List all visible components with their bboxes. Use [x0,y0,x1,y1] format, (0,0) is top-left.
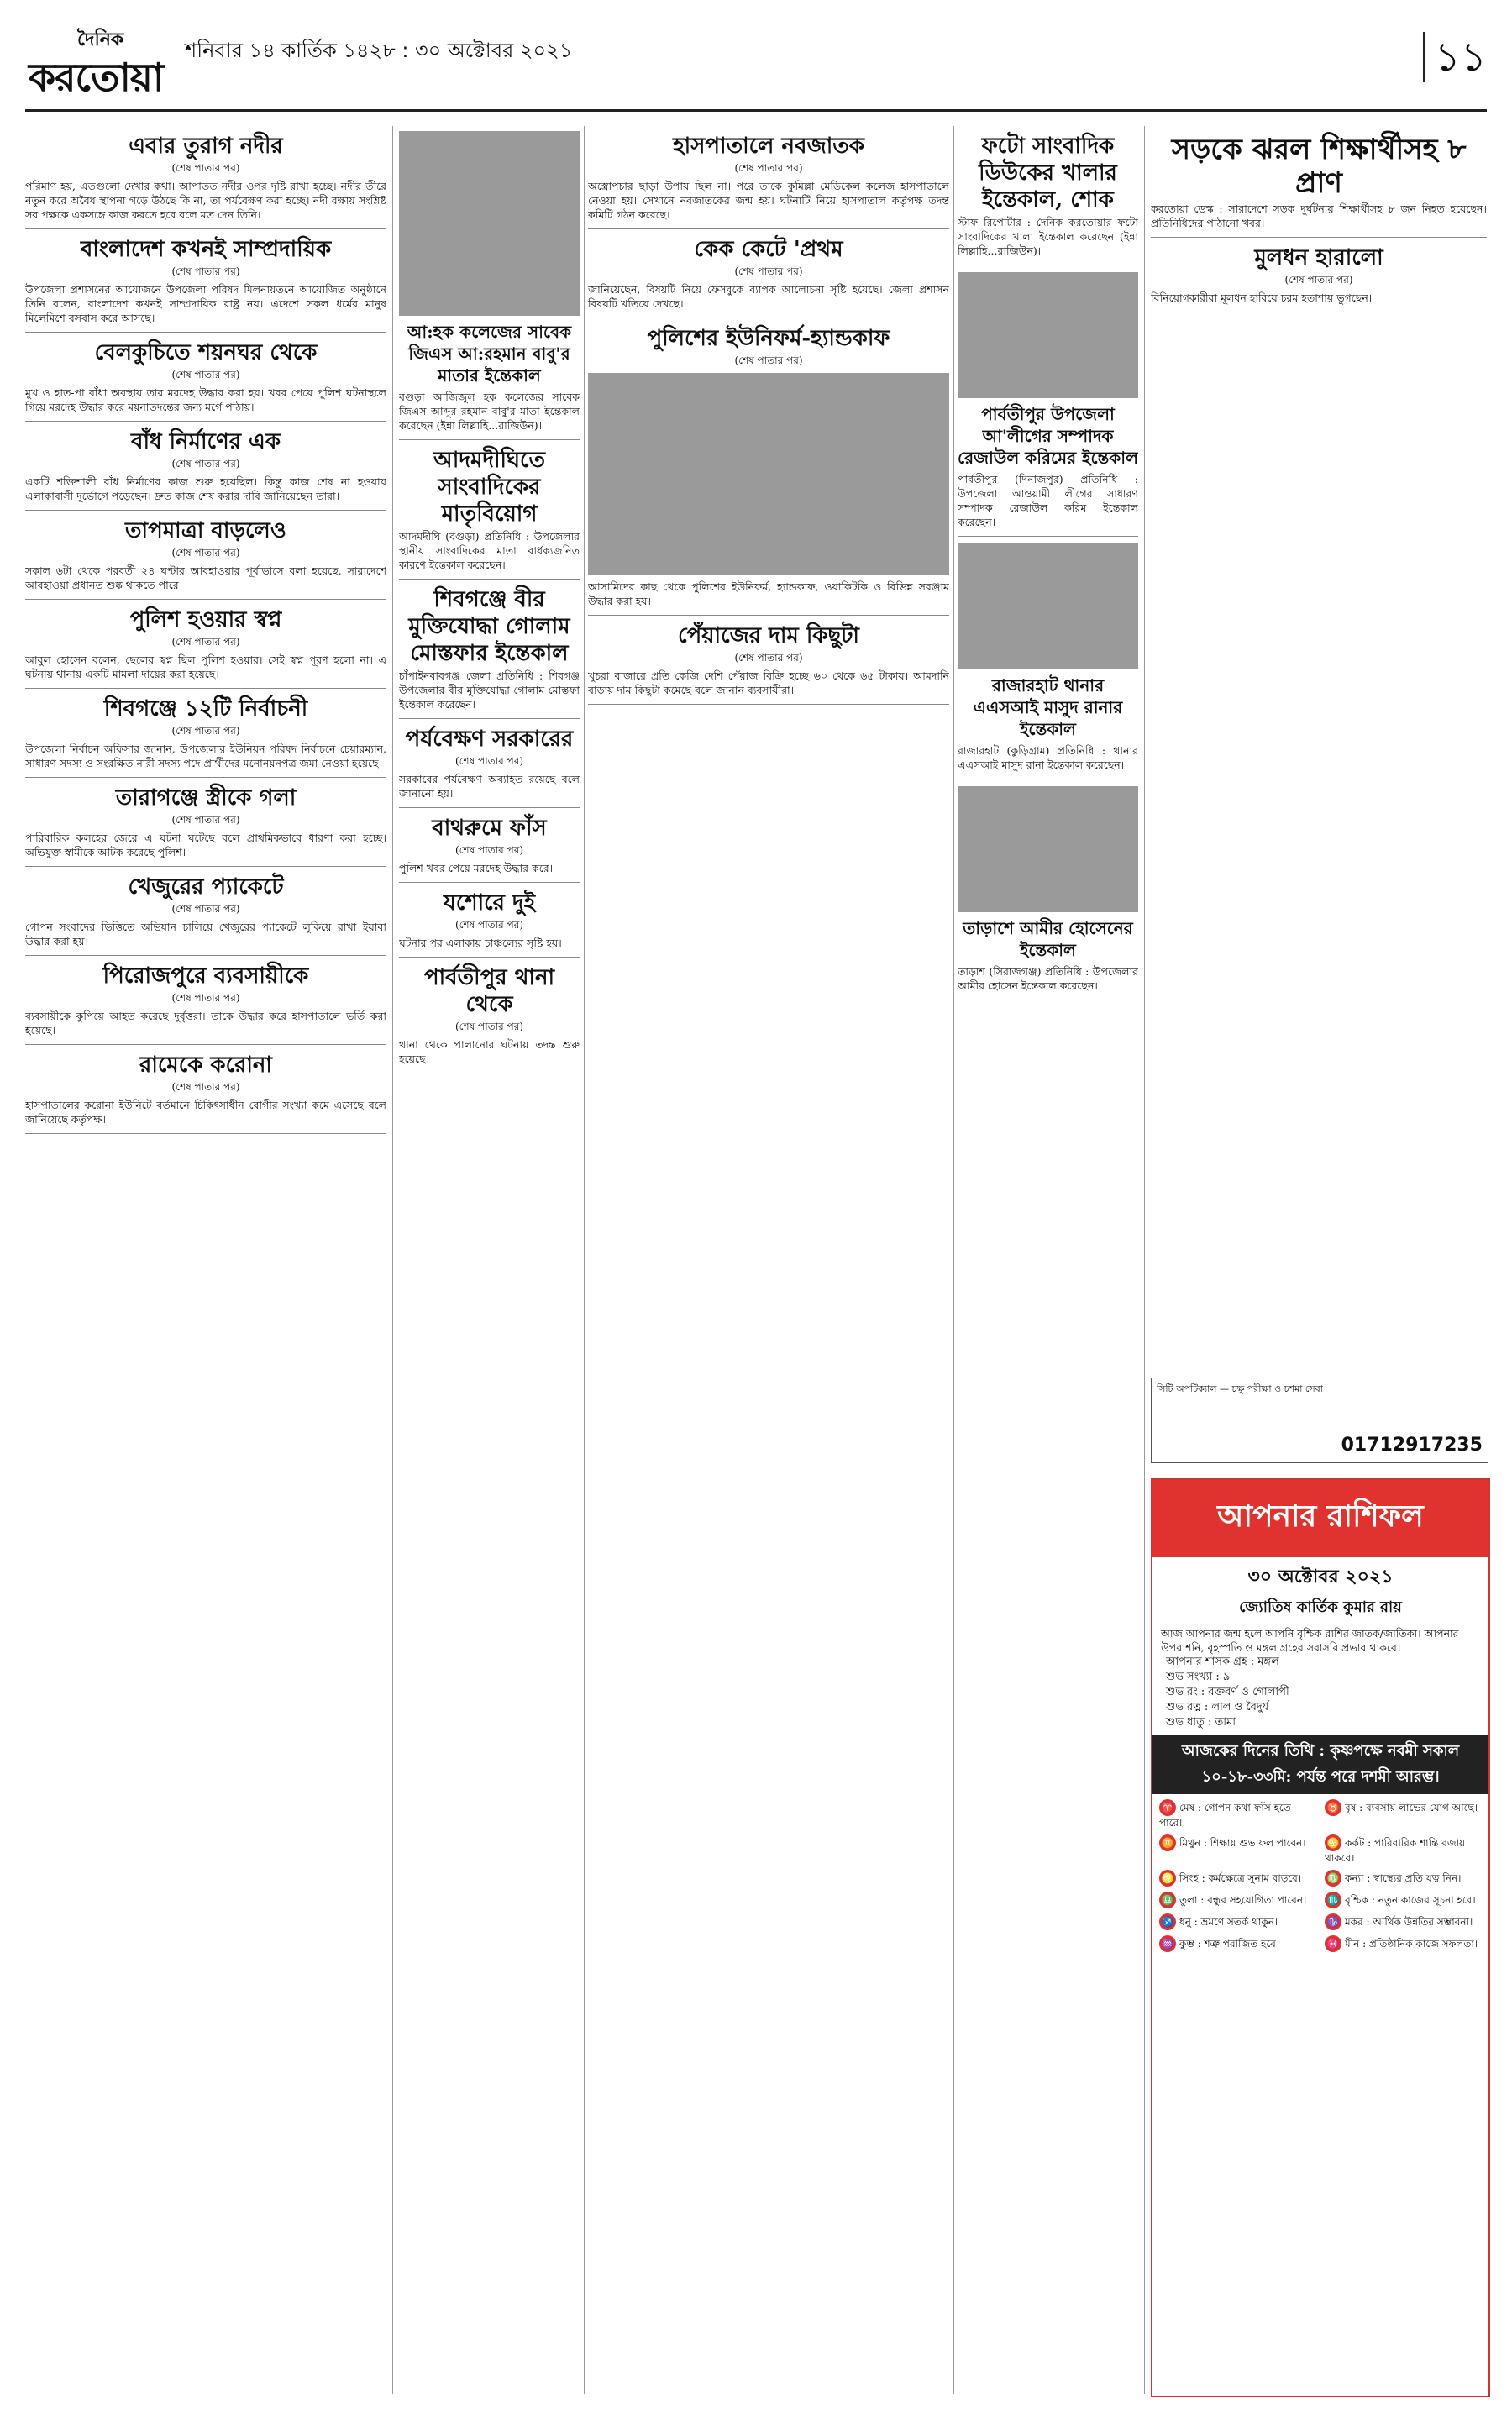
article-text: গোপন সংবাদের ভিত্তিতে অভিযান চালিয়ে খেজুরের প্যাকেটে লুকিয়ে রাখা ইয়াবা উদ্ধার করা হয়। [25,921,386,947]
article-text: আসামিদের কাছ থেকে পুলিশের ইউনিফর্ম, হ্যান্ডকাফ, ওয়াকিটকি ও বিভিন্ন সরঞ্জাম উদ্ধার করা হয়। [588,580,949,607]
headline: পর্যবেক্ষণ সরকারের [405,727,574,752]
continued-note: (শেষ পাতার পর) [171,636,240,648]
headline: পেঁয়াজের দাম কিছুটা [678,623,859,648]
section-rule [25,599,386,600]
zodiac-text: সিংহ : কর্মক্ষেত্রে সুনাম বাড়বে। [1179,1872,1302,1884]
zodiac-icon: ♌ [1159,1870,1176,1887]
section-rule [25,688,386,689]
zodiac-icon: ♎ [1159,1892,1176,1908]
article-text: বিনিয়োগকারীরা মূলধন হারিয়ে চরম হতাশায় ভুগছেন। [1151,291,1373,304]
zodiac-text: তুলা : বন্ধুর সহযোগিতা পাবেন। [1179,1894,1307,1906]
section-rule [1151,237,1487,238]
headline: পিরোজপুরে ব্যবসায়ীকে [102,963,309,989]
continued-note: (শেষ পাতার পর) [171,1081,240,1093]
headline: বাঁধ নির্মাণের এক [130,429,281,454]
zodiac-icon: ♓ [1325,1935,1341,1952]
article-text: উপজেলা নির্বাচন অফিসার জানান, উপজেলার ইউনিয়ন পরিষদ নির্বাচনে চেয়ারম্যান, সাধারণ সদস্য ও সংরক্ষিত নারী সদস্য পদে প্রার্থীদের মনোনয়নপত্র জমা নেওয়া হয়েছে। [25,743,386,769]
zodiac-text: ধনু : ভ্রমণে সতর্ক থাকুন। [1179,1916,1278,1928]
article-text: একটি শক্তিশালী বাঁধ নির্মাণের কাজ শুরু হয়েছিল। কিন্তু কাজ শেষ না হওয়ায় এলাকাবাসী দুর্ভোগে পড়েছেন। দ্রুত কাজ শেষ করার দাবি জানিয়েছেন তারা। [25,475,386,502]
section-rule [25,777,386,778]
headline: কেক কেটে 'প্রথম [694,237,843,262]
zodiac-sign [1159,1935,1316,1952]
column-5 [1151,126,1487,1344]
portrait-photo [958,786,1138,912]
continued-note: (শেষ পাতার পর) [171,162,240,174]
continued-note: (শেষ পাতার পর) [454,755,524,767]
article-text: ব্যবসায়ীকে কুপিয়ে আহত করেছে দুর্বৃত্তরা। তাকে উদ্ধার করে হাসপাতালে ভর্তি করা হয়েছে। [25,1010,386,1037]
photo-caption: আ:হক কলেজের সাবেক জিএস আ:রহমান বাবু'র মাতার ইন্তেকাল [407,322,572,386]
portrait-photo [399,131,580,316]
continued-note: (শেষ পাতার পর) [171,369,240,381]
headline: তাপমাত্রা বাড়লেও [125,518,286,543]
zodiac-sign [1159,1834,1316,1865]
section-rule [25,228,386,229]
continued-note: (শেষ পাতার পর) [171,458,240,470]
horoscope-title: আপনার রাশিফল [1152,1480,1488,1557]
continued-note: (শেষ পাতার পর) [734,354,803,366]
headline: হাসপাতালে নবজাতক [673,134,864,159]
zodiac-text: মেষ : গোপন কথা ফাঁস হতে পারে। [1159,1802,1291,1829]
horoscope-item: শুভ রং : রক্তবর্ণ ও গোলাপী [1166,1686,1289,1698]
article-text: পারিবারিক কলহের জেরে এ ঘটনা ঘটেছে বলে প্রাথমিকভাবে ধারণা করা হচ্ছে। অভিযুক্ত স্বামীকে আটক করেছে পুলিশ। [25,832,386,858]
article-text: উপজেলা প্রশাসনের আয়োজনে উপজেলা পরিষদ মিলনায়তনে আয়োজিত অনুষ্ঠানে তিনি বলেন, বাংলাদেশ কখনই সাম্প্রদায়িক রাষ্ট্র নয়। এদেশে সকল ধর্মের মানুষ মিলেমিশে বসবাস করে আসছে। [25,283,386,324]
page-number: ১১ [1435,27,1487,93]
continued-note: (শেষ পাতার পর) [171,903,240,915]
horoscope-item: শুভ ধাতু : তামা [1166,1716,1236,1729]
headline: শিবগঞ্জে বীর মুক্তিযোদ্ধা গোলাম মোস্তফার ইন্তেকাল [408,587,570,666]
column-divider [953,126,954,2394]
zodiac-sign [1159,1892,1316,1908]
zodiac-text: মিথুন : শিক্ষায় শুভ ফল পাবেন। [1179,1837,1306,1849]
headline: বাথরুমে ফাঁস [432,816,547,841]
headline: আদমদীঘিতে সাংবাদিকের মাতৃবিয়োগ [433,448,545,527]
article-text: তাড়াশ (সিরাজগঞ্জ) প্রতিনিধি : উপজেলার আমীর হোসেন ইন্তেকাল করেছেন। [958,965,1138,992]
continued-note: (শেষ পাতার পর) [734,652,803,664]
column-divider [1144,126,1145,2394]
horoscope-item: শুভ রত্ন : লাল ও বৈদুর্য [1166,1701,1269,1714]
article-text: সকাল ৬টা থেকে পরবর্তী ২৪ ঘণ্টার আবহাওয়ার পূর্বাভাসে বলা হয়েছে, সারাদেশে আবহাওয়া প্রধানত শুষ্ক থাকতে পারে। [25,564,386,591]
zodiac-sign [1159,1870,1316,1887]
article-text: চাঁপাইনবাবগঞ্জ জেলা প্রতিনিধি : শিবগঞ্জ উপজেলার বীর মুক্তিযোদ্ধা গোলাম মোস্তফা ইন্তেকাল করেছেন। [399,669,580,711]
continued-note: (শেষ পাতার পর) [454,844,524,856]
zodiac-sign [1325,1913,1482,1930]
section-rule [25,866,386,867]
headline: তারাগঞ্জে স্ত্রীকে গলা [115,785,297,811]
article-text: ঘটনার পর এলাকায় চাঞ্চল্যের সৃষ্টি হয়। [399,937,562,949]
horoscope-intro: আজ আপনার জন্ম হলে আপনি বৃশ্চিক রাশির জাতক/জাতিকা। আপনার উপর শনি, বৃহস্পতি ও মঙ্গল গ্রহের সরাসরি প্রভাব থাকবে। [1161,1627,1459,1654]
zodiac-sign [1325,1834,1482,1865]
zodiac-text: কর্কট : পারিবারিক শান্তি বজায় থাকবে। [1325,1837,1466,1864]
column-4 [958,126,1138,2394]
article-text: অস্ত্রোপচার ছাড়া উপায় ছিল না। পরে তাকে কুমিল্লা মেডিকেল কলেজ হাসপাতালে নেওয়া হয়। সেখানে নবজাতকের জন্ম হয়। ঘটনাটি নিয়ে হাসপাতাল কর্তৃপক্ষ তদন্ত কমিটি গঠন করেছে। [588,180,949,221]
zodiac-signs [1152,1799,1488,1952]
zodiac-icon: ♑ [1325,1913,1341,1930]
headline: পার্বতীপুর থানা থেকে [423,965,555,1017]
section-rule [25,1133,386,1134]
zodiac-text: কুম্ভ : শত্রু পরাজিত হবে। [1179,1938,1280,1950]
article-text: পরিমাণ হয়, এতগুলো দেখার কথা। আপাতত নদীর ওপর দৃষ্টি রাখা হচ্ছে। নদীর তীরে নতুন করে অবৈধ স্থাপনা গড়ে উঠছে কি না, তা পর্যবেক্ষণ করা হচ্ছে। নদী রক্ষায় সংশ্লিষ্ট সব পক্ষকে একসঙ্গে কাজ করতে হবে বলে মত দেন তিনি। [25,180,386,221]
zodiac-text: কন্যা : স্বাস্থ্যের প্রতি যত্ন নিন। [1345,1872,1462,1884]
portrait-photo [958,543,1138,669]
horoscope-item: আপনার শাসক গ্রহ : মঙ্গল [1166,1656,1279,1668]
ad-text: সিটি অপটিক্যাল — চক্ষু পরীক্ষা ও চশমা সেবা [1157,1383,1323,1394]
headline: খেজুরের প্যাকেটে [128,874,284,900]
logo-small: দৈনিক [77,29,124,50]
photo-caption: পার্বতীপুর উপজেলা আ'লীগের সম্পাদক রেজাউল করিমের ইন্তেকাল [958,404,1138,468]
logo-title: করতোয়া [29,55,164,100]
column-2 [399,126,580,2394]
article-text: করতোয়া ডেস্ক : সারাদেশে সড়ক দুর্ঘটনায় শিক্ষার্থীসহ ৮ জন নিহত হয়েছেন। প্রতিনিধিদের পাঠানো খবর। [1151,202,1487,229]
article-text: আবুল হোসেন বলেন, ছেলের স্বপ্ন ছিল পুলিশ হওয়ার। সেই স্বপ্ন পূরণ হলো না। এ ঘটনায় থানায় একটি মামলা দায়ের করা হয়েছে। [25,653,386,680]
article-text: হাসপাতালের করোনা ইউনিটে বর্তমানে চিকিৎসাধীন রোগীর সংখ্যা কমে এসেছে বলে জানিয়েছে কর্তৃপক্ষ। [25,1099,386,1126]
article-text: আদমদীঘি (বগুড়া) প্রতিনিধি : উপজেলার স্থানীয় সাংবাদিকের মাতা বার্ধক্যজনিত কারণে ইন্তেকাল করেছেন। [399,530,580,571]
zodiac-sign [1159,1799,1316,1829]
zodiac-text: বৃশ্চিক : নতুন কাজের সূচনা হবে। [1345,1894,1476,1906]
column-divider [584,126,585,2394]
zodiac-icon: ♍ [1325,1870,1341,1887]
zodiac-icon: ♋ [1325,1834,1341,1851]
article-text: সরকারের পর্যবেক্ষণ অব্যাহত রয়েছে বলে জানানো হয়। [399,773,580,800]
horoscope-author: জ্যোতিষ কার্তিক কুমার রায় [1239,1598,1402,1616]
headline: যশোরে দুই [443,890,536,916]
headline: পুলিশের ইউনিফর্ম-হ্যান্ডকাফ [647,326,890,351]
section-rule [399,439,580,440]
zodiac-sign [1325,1935,1482,1952]
section-rule [399,718,580,719]
advertisement [1151,1378,1488,1463]
zodiac-icon: ♉ [1325,1799,1341,1816]
headline: বাংলাদেশ কখনই সাম্প্রদায়িক [80,237,332,262]
section-rule [399,957,580,958]
section-rule [588,704,949,705]
zodiac-icon: ♒ [1159,1935,1176,1952]
headline: সড়কে ঝরল শিক্ষার্থীসহ ৮ প্রাণ [1171,133,1467,200]
continued-note: (শেষ পাতার পর) [734,265,803,277]
section-rule [588,615,949,616]
masthead [25,10,1487,112]
headline: পুলিশ হওয়ার স্বপ্ন [129,607,282,632]
article-text: জানিয়েছেন, বিষয়টি নিয়ে ফেসবুকে ব্যাপক আলোচনা সৃষ্টি হয়েছে। জেলা প্রশাসন বিষয়টি খতিয়ে দেখছে। [588,283,949,310]
tithi-bar: আজকের দিনের তিথি : কৃষ্ণপক্ষে নবমী সকাল ১০-১৮-৩৩মি: পর্যন্ত পরে দশমী আরম্ভ। [1152,1735,1488,1794]
article-text: পুলিশ খবর পেয়ে মরদেহ উদ্ধার করে। [399,862,554,874]
continued-note: (শেষ পাতার পর) [454,1021,524,1032]
section-rule [399,882,580,883]
section-rule [399,579,580,580]
column-3 [588,126,949,2394]
continued-note: (শেষ পাতার পর) [171,725,240,737]
continued-note: (শেষ পাতার পর) [171,265,240,277]
section-rule [25,510,386,511]
article-text: রাজারহাট (কুড়িগ্রাম) প্রতিনিধি : থানার এএসআই মাসুদ রানা ইন্তেকাল করেছেন। [958,744,1138,771]
continued-note: (শেষ পাতার পর) [454,919,524,931]
section-rule [588,228,949,229]
continued-note: (শেষ পাতার পর) [171,547,240,559]
zodiac-sign [1325,1799,1482,1829]
article-text: স্টাফ রিপোর্টার : দৈনিক করতোয়ার ফটো সাংবাদিকের খালা ইন্তেকাল করেছেন (ইন্না লিল্লাহি...রাজিউন)। [958,216,1138,257]
zodiac-sign [1325,1870,1482,1887]
section-rule [958,536,1138,537]
headline: ফটো সাংবাদিক ডিউকের খালার ইন্তেকাল, শোক [979,134,1117,213]
column-1 [25,126,386,2394]
section-rule [25,421,386,422]
ad-phone: 01712917235 [1341,1435,1483,1456]
headline: মুলধন হারালো [1254,245,1383,270]
section-rule [25,955,386,956]
zodiac-icon: ♊ [1159,1834,1176,1851]
portrait-photo [958,272,1138,398]
horoscope-date: ৩০ অক্টোবর ২০২১ [1247,1566,1394,1588]
article-text: খুচরা বাজারে প্রতি কেজি দেশি পেঁয়াজ বিক্রি হচ্ছে ৬০ থেকে ৬৫ টাকায়। আমদানি বাড়ায় দাম কিছুটা কমেছে বলে জানান ব্যবসায়ীরা। [588,669,949,696]
section-rule [25,332,386,333]
zodiac-sign [1159,1913,1316,1930]
newspaper-logo [25,10,164,102]
headline: বেলকুচিতে শয়নঘর থেকে [94,340,318,365]
headline: রামেকে করোনা [139,1052,272,1078]
zodiac-text: বৃষ : ব্যবসায় লাভের যোগ আছে। [1345,1802,1478,1813]
dateline: শনিবার ১৪ কার্তিক ১৪২৮ : ৩০ অক্টোবর ২০২১ [185,39,573,62]
photo-caption: তাড়াশে আমীর হোসেনের ইন্তেকাল [963,918,1133,960]
zodiac-icon: ♈ [1159,1799,1176,1816]
headline: এবার তুরাগ নদীর [129,134,283,159]
continued-note: (শেষ পাতার পর) [734,162,803,174]
zodiac-text: মীন : প্রতিষ্ঠানিক কাজে সফলতা। [1345,1938,1478,1950]
horoscope-box [1151,1478,1490,2397]
column-divider [392,126,393,2394]
horoscope-item: শুভ সংখ্যা : ৯ [1166,1671,1231,1683]
photo-caption: রাজারহাট থানার এএসআই মাসুদ রানার ইন্তেকাল [973,675,1123,739]
section-rule [399,807,580,808]
zodiac-icon: ♏ [1325,1892,1341,1908]
article-text: বগুড়া আজিজুল হক কলেজের সাবেক জিএস আব্দুর রহমান বাবু'র মাতা ইন্তেকাল করেছেন (ইন্না লিল্লাহি...রাজিউন)। [399,391,580,432]
article-text: থানা থেকে পালানোর ঘটনায় তদন্ত শুরু হয়েছে। [399,1038,580,1065]
headline: শিবগঞ্জে ১২টি নির্বাচনী [103,696,308,722]
section-rule [25,1044,386,1045]
continued-note: (শেষ পাতার পর) [1284,274,1353,286]
news-photo [588,373,949,575]
continued-note: (শেষ পাতার পর) [171,992,240,1004]
horoscope-details [1152,1655,1488,1730]
zodiac-sign [1325,1892,1482,1908]
continued-note: (শেষ পাতার পর) [171,814,240,826]
zodiac-icon: ♐ [1159,1913,1176,1930]
article-text: মুখ ও হাত-পা বাঁধা অবস্থায় তার মরদেহ উদ্ধার করা হয়। খবর পেয়ে পুলিশ ঘটনাস্থলে গিয়ে মরদেহ উদ্ধার করে ময়নাতদন্তের জন্য মর্গে পাঠায়। [25,386,386,413]
article-text: পার্বতীপুর (দিনাজপুর) প্রতিনিধি : উপজেলা আওয়ামী লীগের সাধারণ সম্পাদক রেজাউল করিম ইন্তেকাল করেছেন। [958,473,1138,528]
zodiac-text: মকর : আর্থিক উন্নতির সম্ভাবনা। [1345,1916,1473,1928]
